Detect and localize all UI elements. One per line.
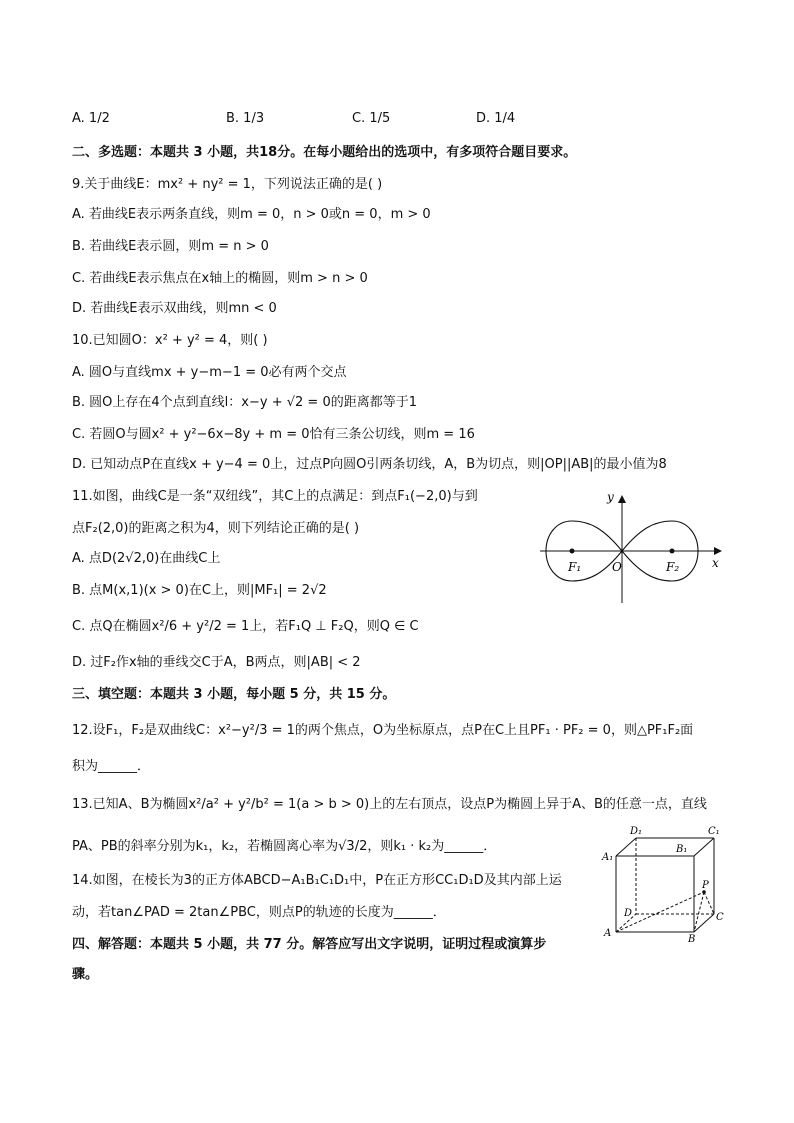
- label-d: D: [624, 908, 633, 919]
- segment-p-b: [694, 892, 704, 932]
- cube-edge-b1-c1: [694, 838, 714, 856]
- q8-option-c: C. 1/5: [352, 111, 391, 126]
- q10-option-b: B. 圆O上存在4个点到直线l：x−y + √2 = 0的距离都等于1: [72, 395, 417, 410]
- label-a1: A₁: [602, 852, 614, 863]
- q10-option-d: D. 已知动点P在直线x + y−4 = 0上，过点P向圆O引两条切线，A，B为切点，则|OP||AB|的最小值为8: [72, 457, 667, 472]
- q8-option-a: A. 1/2: [72, 111, 110, 126]
- q11-option-a: A. 点D(2√2,0)在曲线C上: [72, 551, 221, 566]
- q11-stem-line1: 11.如图，曲线C是一条“双纽线”，其C上的点满足：到点F₁(−2,0)与到: [72, 489, 478, 504]
- segment-p-c: [704, 892, 714, 914]
- label-a: A: [604, 928, 612, 939]
- x-axis-label: x: [712, 556, 719, 570]
- q14-line1: 14.如图，在棱长为3的正方体ABCD−A₁B₁C₁D₁中，P在正方形CC₁D₁D及其内部上运: [72, 873, 562, 888]
- cube-figure: [598, 822, 728, 942]
- q11-option-b: B. 点M(x,1)(x > 0)在C上，则|MF₁| = 2√2: [72, 583, 327, 598]
- f1-label: F₁: [568, 560, 582, 574]
- section-4-heading-line2: 骤。: [72, 967, 99, 982]
- cube-edge-b-c: [694, 914, 714, 932]
- label-p: P: [702, 880, 709, 891]
- q11-option-d: D. 过F₂作x轴的垂线交C于A，B两点，则|AB| < 2: [72, 655, 361, 670]
- q10-option-c: C. 若圆O与圆x² + y²−6x−8y + m = 0恰有三条公切线，则m = 16: [72, 427, 475, 442]
- q9-stem: 9.关于曲线E：mx² + ny² = 1，下列说法正确的是( ): [72, 177, 383, 192]
- y-axis-label: y: [607, 490, 614, 504]
- lemniscate-figure: [532, 485, 732, 605]
- q9-option-d: D. 若曲线E表示双曲线，则mn < 0: [72, 301, 277, 316]
- origin-label: O: [612, 560, 622, 574]
- q11-option-c: C. 点Q在椭圆x²/6 + y²/2 = 1上，若F₁Q ⊥ F₂Q，则Q ∈ C: [72, 619, 419, 634]
- q14-line2: 动，若tan∠PAD = 2tan∠PBC，则点P的轨迹的长度为______．: [72, 905, 446, 920]
- q12-line1: 12.设F₁，F₂是双曲线C：x²−y²/3 = 1的两个焦点，O为坐标原点，点P在C上且PF₁ · PF₂ = 0，则△PF₁F₂面: [72, 723, 694, 738]
- section-2-heading: 二、多选题：本题共 3 小题，共18分。在每小题给出的选项中，有多项符合题目要求。: [72, 145, 577, 160]
- cube-edge-d1-a1: [616, 838, 636, 856]
- q12-line2: 积为______．: [72, 759, 151, 774]
- y-axis-arrow: [618, 495, 626, 503]
- f2-label: F₂: [666, 560, 680, 574]
- x-axis-arrow: [714, 547, 722, 555]
- q10-option-a: A. 圆O与直线mx + y−m−1 = 0必有两个交点: [72, 365, 347, 380]
- q8-option-d: D. 1/4: [476, 111, 516, 126]
- label-b1: B₁: [676, 844, 688, 855]
- q9-option-a: A. 若曲线E表示两条直线，则m = 0，n > 0或n = 0，m > 0: [72, 207, 431, 222]
- label-d1: D₁: [630, 826, 643, 837]
- q13-line1: 13.已知A、B为椭圆x²/a² + y²/b² = 1(a > b > 0)上的左右顶点，设点P为椭圆上异于A、B的任意一点，直线: [72, 797, 707, 812]
- q10-stem: 10.已知圆O：x² + y² = 4，则( ): [72, 333, 268, 348]
- label-b: B: [688, 934, 696, 942]
- focus-f2-point: [670, 549, 675, 554]
- q11-stem-line2: 点F₂(2,0)的距离之积为4，则下列结论正确的是( ): [72, 521, 360, 536]
- label-c: C: [716, 912, 724, 923]
- section-3-heading: 三、填空题：本题共 3 小题，每小题 5 分，共 15 分。: [72, 687, 396, 702]
- section-4-heading-line1: 四、解答题：本题共 5 小题，共 77 分。解答应写出文字说明，证明过程或演算步: [72, 937, 547, 952]
- q8-option-b: B. 1/3: [226, 111, 265, 126]
- focus-f1-point: [570, 549, 575, 554]
- q9-option-b: B. 若曲线E表示圆，则m = n > 0: [72, 239, 269, 254]
- q13-line2: PA、PB的斜率分别为k₁，k₂，若椭圆离心率为√3/2，则k₁ · k₂为______．: [72, 839, 497, 854]
- label-c1: C₁: [708, 826, 720, 837]
- q9-option-c: C. 若曲线E表示焦点在x轴上的椭圆，则m > n > 0: [72, 271, 368, 286]
